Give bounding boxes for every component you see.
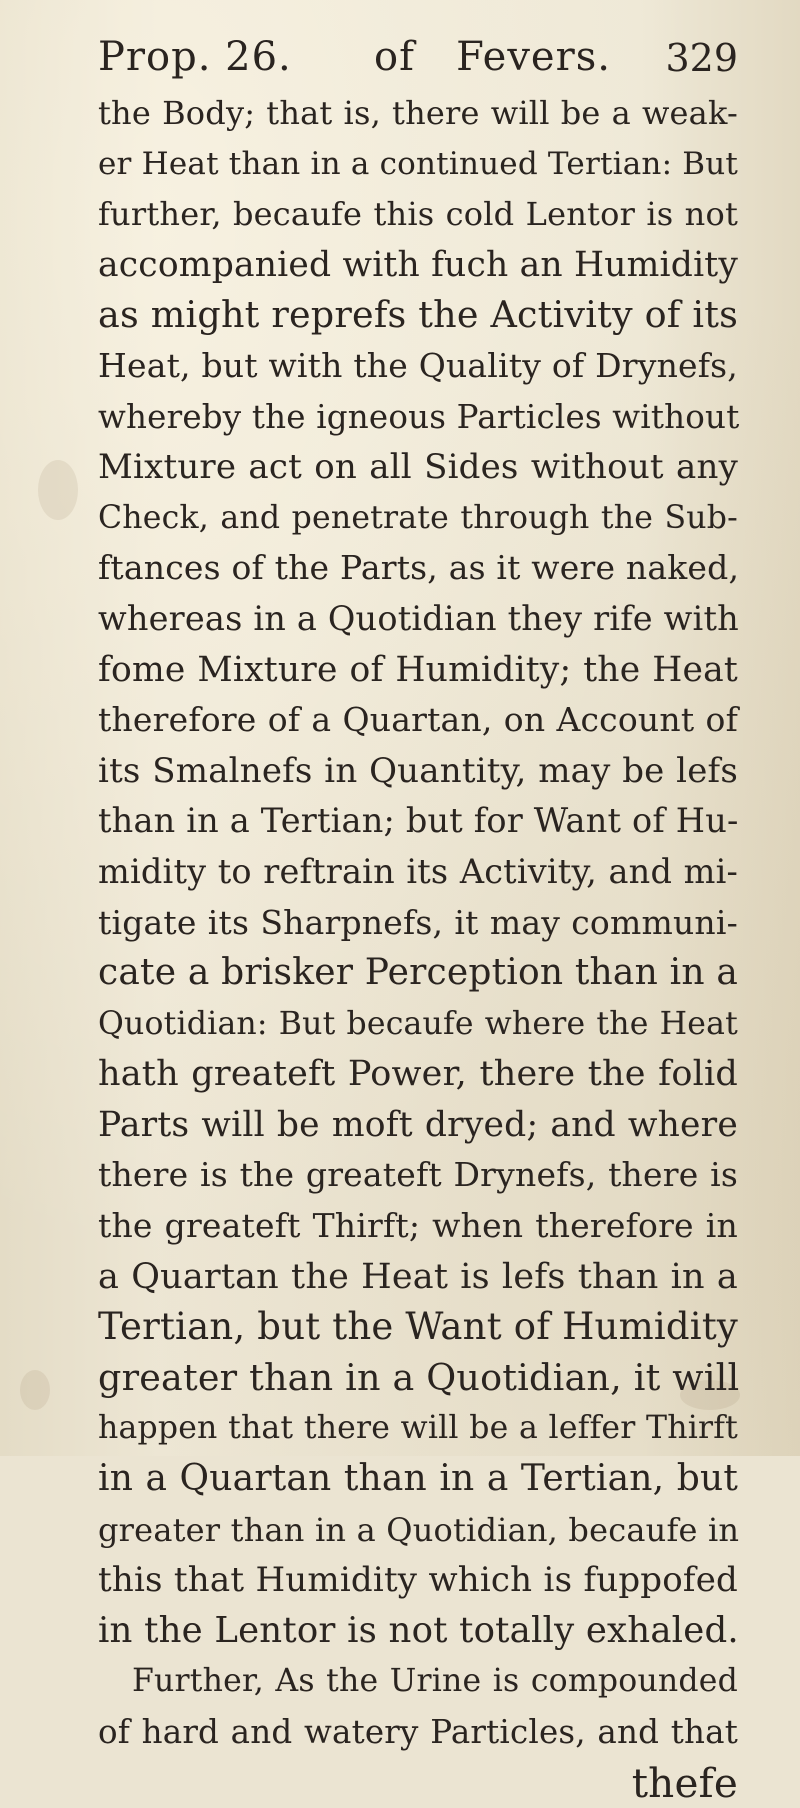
- text-line: this that Humidity which is fuppofed: [98, 1560, 738, 1601]
- paper-stain: [20, 1370, 50, 1410]
- text-line: in a Quartan than in a Tertian, but: [98, 1458, 738, 1500]
- text-line: a Quartan the Heat is lefs than in a: [98, 1256, 738, 1297]
- text-line: hath greateft Power, there the folid: [98, 1054, 738, 1095]
- text-line: Check, and penetrate through the Sub-: [98, 499, 738, 536]
- text-line: there is the greateft Drynefs, there is: [98, 1155, 738, 1195]
- text-line: as might reprefs the Activity of its: [98, 293, 738, 337]
- text-line: accompanied with fuch an Humidity: [98, 244, 739, 285]
- text-line: tigate its Sharpnefs, it may communi-: [98, 902, 738, 942]
- text-line: cate a brisker Perception than in a: [98, 952, 739, 994]
- text-line: fome Mixture of Humidity; the Heat: [98, 649, 738, 690]
- text-line: Heat, but with the Quality of Drynefs,: [98, 345, 738, 385]
- text-line: its Smalnefs in Quantity, may be lefs: [98, 750, 738, 791]
- text-line: ftances of the Parts, as it were naked,: [98, 548, 740, 588]
- text-line: happen that there will be a leffer Thirft: [98, 1410, 738, 1447]
- body-text: [98, 88, 738, 1808]
- text-line: er Heat than in a continued Tertian: But: [98, 145, 739, 182]
- text-line: greater than in a Quotidian, it will: [98, 1355, 740, 1399]
- text-line: greater than in a Quotidian, becaufe in: [98, 1510, 740, 1549]
- text-line: whereas in a Quotidian they rife with: [98, 598, 739, 638]
- text-line: Quotidian: But becaufe where the Heat: [98, 1005, 738, 1042]
- text-line: Mixture act on all Sides without any: [98, 447, 738, 488]
- text-line: the greateft Thirft; when therefore in: [98, 1206, 738, 1246]
- text-line: whereby the igneous Particles without: [98, 397, 740, 436]
- text-line: in the Lentor is not totally exhaled.: [98, 1609, 739, 1651]
- text-line: Further, As the Urine is compounded: [132, 1663, 738, 1700]
- running-head: Prop. 26. of Fevers.: [98, 34, 611, 80]
- paper-stain: [38, 460, 78, 520]
- text-line: Tertian, but the Want of Humidity: [98, 1305, 738, 1349]
- page-number: 329: [665, 36, 738, 80]
- text-line: of hard and watery Particles, and that: [98, 1713, 738, 1751]
- text-line: therefore of a Quartan, on Account of: [98, 700, 738, 740]
- catchword: thefe: [631, 1758, 738, 1807]
- text-line: midity to reftrain its Activity, and mi-: [98, 851, 738, 891]
- page-header: [98, 34, 738, 84]
- text-line: further, becaufe this cold Lentor is not: [98, 195, 738, 234]
- text-line: the Body; that is, there will be a weak-: [98, 94, 738, 132]
- text-line: Parts will be moft dryed; and where: [98, 1104, 738, 1145]
- text-line: than in a Tertian; but for Want of Hu-: [98, 801, 739, 841]
